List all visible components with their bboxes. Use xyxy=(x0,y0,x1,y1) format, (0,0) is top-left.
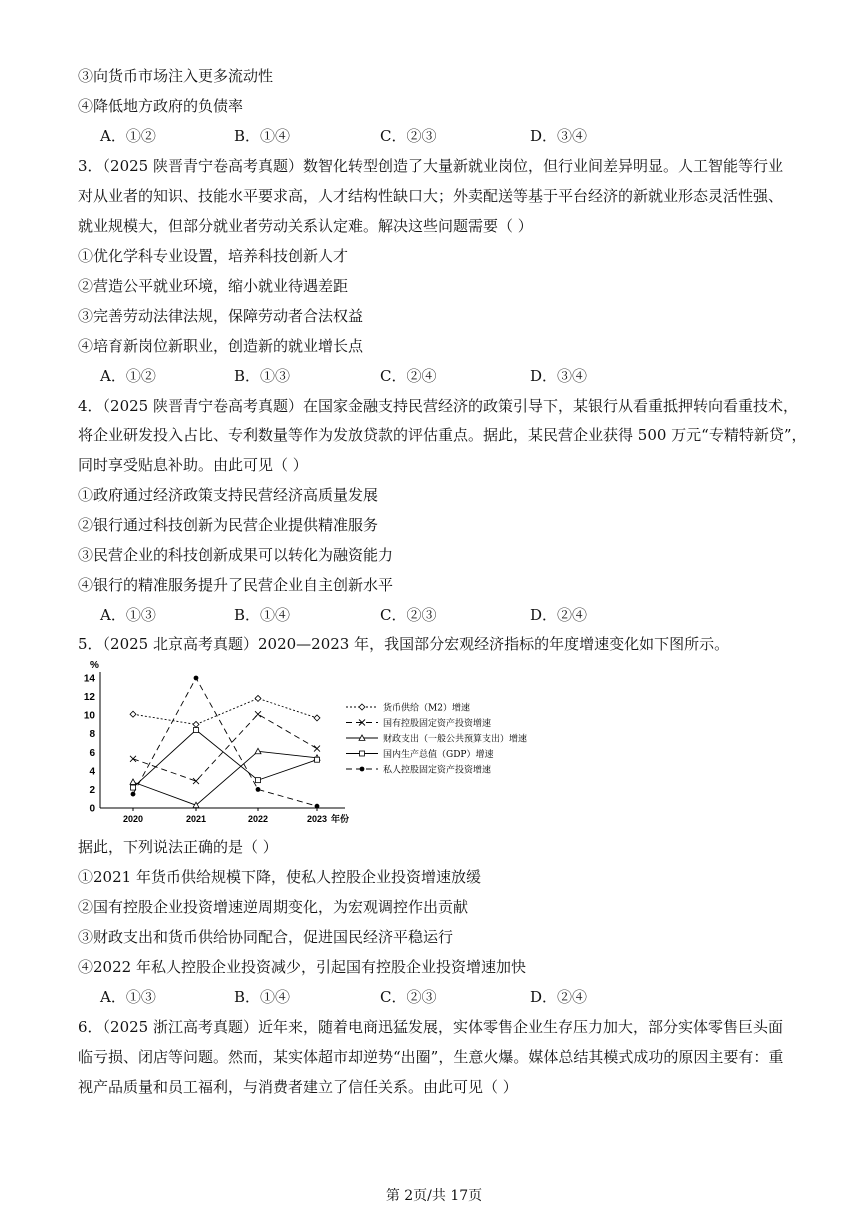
legend-label: 国内生产总值（GDP）增速 xyxy=(383,750,494,760)
series-line xyxy=(133,698,317,724)
option-item: ③民营企业的科技创新成果可以转化为融资能力 xyxy=(78,546,394,564)
question-text: 据此，下列说法正确的是（ ） xyxy=(78,838,278,856)
data-point xyxy=(131,792,136,797)
series-line xyxy=(133,751,317,805)
data-point xyxy=(256,787,261,792)
series-line xyxy=(133,678,317,806)
question-text: 视产品质量和员工福利，与消费者建立了信任关系。由此可见（ ） xyxy=(78,1078,518,1096)
legend-marker xyxy=(360,751,365,756)
option-item: ①优化学科专业设置，培养科技创新人才 xyxy=(78,247,349,265)
choice-d: D．②④ xyxy=(530,606,588,624)
data-point xyxy=(194,728,199,733)
data-point xyxy=(131,785,136,790)
data-point xyxy=(255,711,261,717)
data-point xyxy=(130,711,136,717)
question-text: 同时享受贴息补助。由此可见（ ） xyxy=(78,456,308,474)
question-text: 对从业者的知识、技能水平要求高，人才结构性缺口大；外卖配送等基于平台经济的新就业形态灵活性强、 xyxy=(78,187,784,205)
legend-label: 财政支出（一般公共预算支出）增速 xyxy=(383,734,528,745)
option-item: ①2021 年货币供给规模下降，使私人控股企业投资增速放缓 xyxy=(78,868,481,886)
choice-b: B．①③ xyxy=(234,367,291,385)
growth-rate-line-chart xyxy=(78,660,578,830)
series-line xyxy=(133,714,317,781)
option-item: ④银行的精准服务提升了民营企业自主创新水平 xyxy=(78,576,394,594)
option-item: ②银行通过科技创新为民营企业提供精准服务 xyxy=(78,516,379,534)
choice-b: B．①④ xyxy=(234,127,291,145)
x-tick-label: 2021 xyxy=(185,814,207,824)
option-item: ②国有控股企业投资增速逆周期变化，为宏观调控作出贡献 xyxy=(78,898,469,916)
choice-d: D．③④ xyxy=(530,367,588,385)
legend-label: 国有控股固定资产投资增速 xyxy=(383,719,492,729)
question-text: 5．（2025 北京高考真题）2020—2023 年，我国部分宏观经济指标的年度增速变化如下图所示。 xyxy=(78,635,730,653)
option-item: ④培育新岗位新职业，创造新的就业增长点 xyxy=(78,337,364,355)
y-tick-label: 4 xyxy=(89,766,95,778)
choice-a: A．①③ xyxy=(100,988,156,1006)
question-text: 3．（2025 陕晋青宁卷高考真题）数智化转型创造了大量新就业岗位，但行业间差异明显。人工智能等行业 xyxy=(78,157,783,175)
x-tick-label: 2020 xyxy=(122,814,144,824)
choice-b: B．①④ xyxy=(234,606,291,624)
data-point xyxy=(193,721,199,727)
data-point xyxy=(193,778,199,784)
legend-label: 私人控股固定资产投资增速 xyxy=(383,765,492,776)
data-point xyxy=(256,778,261,783)
data-point xyxy=(130,779,136,784)
option-item: ③财政支出和货币供给协同配合，促进国民经济平稳运行 xyxy=(78,928,454,946)
choice-a: A．①③ xyxy=(100,606,156,624)
x-tick-label: 2023 xyxy=(306,814,328,824)
x-tick-label: 2022 xyxy=(247,814,269,824)
question-text: 就业规模大，但部分就业者劳动关系认定难。解决这些问题需要（ ） xyxy=(78,217,533,235)
option-item: ②营造公平就业环境，缩小就业待遇差距 xyxy=(78,277,349,295)
option-item: ④2022 年私人控股企业投资减少，引起国有控股企业投资增速加快 xyxy=(78,958,526,976)
choice-a: A．①② xyxy=(100,127,156,145)
choice-d: D．②④ xyxy=(530,988,588,1006)
data-point xyxy=(255,695,261,701)
y-tick-label: 10 xyxy=(83,710,95,722)
choice-b: B．①④ xyxy=(234,988,291,1006)
question-text: 4．（2025 陕晋青宁卷高考真题）在国家金融支持民营经济的政策引导下，某银行从看重抵押转向看重技术， xyxy=(78,397,798,415)
choice-c: C．②③ xyxy=(380,606,437,624)
y-tick-label: 14 xyxy=(83,673,95,685)
choice-c: C．②③ xyxy=(380,127,437,145)
choice-c: C．②④ xyxy=(380,367,437,385)
option-item: ③向货币市场注入更多流动性 xyxy=(78,67,274,85)
data-point xyxy=(194,676,199,681)
y-tick-label: 8 xyxy=(89,729,95,741)
choice-a: A．①② xyxy=(100,367,156,385)
choice-d: D．③④ xyxy=(530,127,588,145)
legend-marker xyxy=(359,704,365,710)
question-text: 6．（2025 浙江高考真题）近年来，随着电商迅猛发展，实体零售企业生存压力加大，部分实体零售巨头面 xyxy=(78,1018,783,1036)
y-tick-label: 12 xyxy=(83,692,95,704)
question-text: 临亏损、闭店等问题。然而，某实体超市却逆势“出圈”，生意火爆。媒体总结其模式成功的原因主要有：重 xyxy=(78,1048,784,1066)
data-point xyxy=(315,804,320,809)
question-text: 将企业研发投入占比、专利数量等作为发放贷款的评估重点。据此，某民营企业获得 500 万元“专精特新贷”， xyxy=(78,426,807,444)
legend-label: 货币供给（M2）增速 xyxy=(383,703,470,714)
option-item: ①政府通过经济政策支持民营经济高质量发展 xyxy=(78,486,379,504)
data-point xyxy=(314,715,320,721)
series-line xyxy=(133,730,317,788)
y-axis-label: % xyxy=(90,660,99,671)
data-point xyxy=(315,757,320,762)
x-axis-label: 年份 xyxy=(331,815,350,825)
option-item: ③完善劳动法律法规，保障劳动者合法权益 xyxy=(78,307,364,325)
data-point xyxy=(314,746,320,752)
y-tick-label: 0 xyxy=(89,803,95,815)
option-item: ④降低地方政府的负债率 xyxy=(78,97,244,115)
data-point xyxy=(130,756,136,762)
legend-marker xyxy=(360,767,365,772)
choice-c: C．②③ xyxy=(380,988,437,1006)
page-footer: 第 2页/共 17页 xyxy=(385,1188,483,1204)
y-tick-label: 2 xyxy=(89,784,95,796)
data-point xyxy=(255,748,261,753)
y-tick-label: 6 xyxy=(89,747,95,759)
